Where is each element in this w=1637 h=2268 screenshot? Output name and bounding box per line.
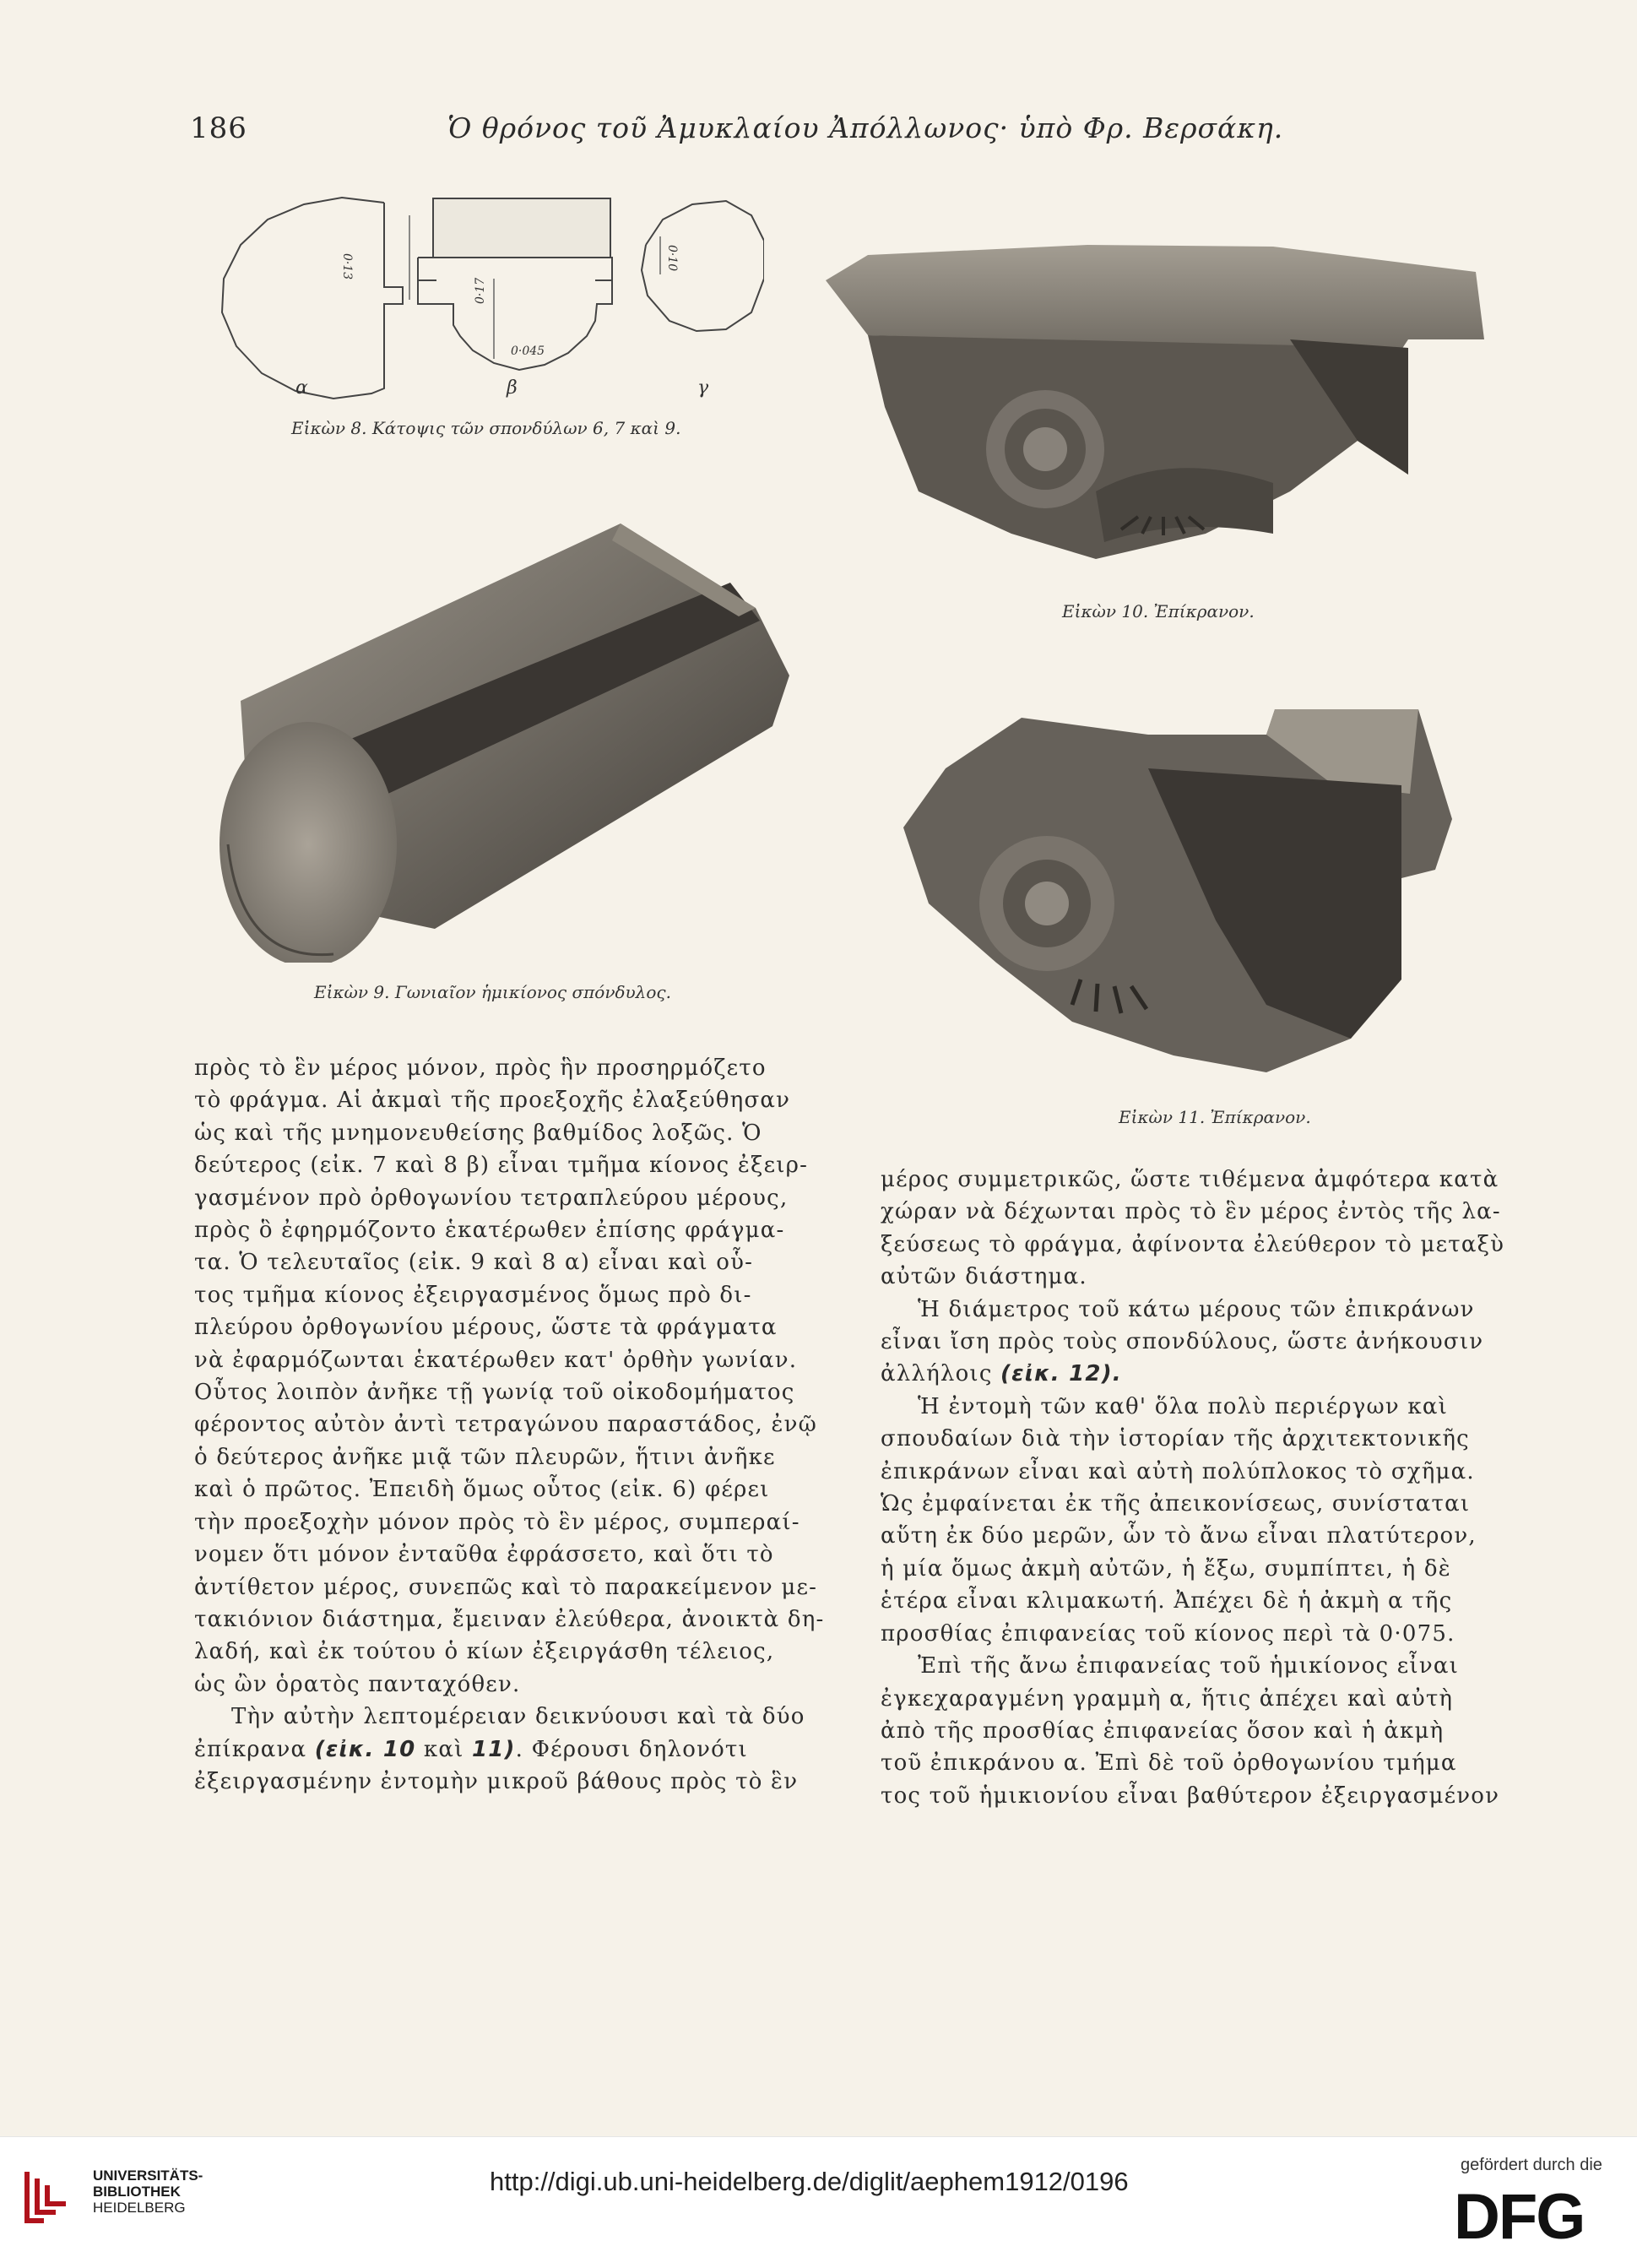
text-line: τος τοῦ ἡμικιονίου εἶναι βαθύτερον ἐξειργασμένον <box>881 1782 1500 1809</box>
text-line: ἐπικράνων εἶναι καὶ αὐτὴ πολύπλοκος τὸ σχῆμα. <box>881 1458 1475 1484</box>
text-line: Ἡ ἐντομὴ τῶν καθ' ὅλα πολὺ περιέργων καὶ <box>918 1393 1448 1419</box>
text-line: γασμένον πρὸ ὀρθογωνίου τετραπλεύρου μέρους, <box>194 1185 789 1211</box>
right-column-text <box>881 1164 1522 1812</box>
text-line: ἐξειργασμένην ἐντομὴν μικροῦ βάθους πρὸς τὸ ἓν <box>194 1768 799 1794</box>
text-line: νὰ ἐφαρμόζωνται ἑκατέρωθεν κατ' ὀρθὴν γωνίαν. <box>194 1347 798 1373</box>
text-line: νομεν ὅτι μόνον ἐνταῦθα ἐφράσσετο, καὶ ὅτι τὸ <box>194 1542 774 1568</box>
text-line: ἀπὸ τῆς προσθίας ἐπιφανείας ὅσον καὶ ἡ ἀκμὴ <box>881 1717 1445 1744</box>
university-library-name <box>93 2168 203 2216</box>
fig8-label-gamma: γ <box>697 377 709 399</box>
page-number: 186 <box>190 111 247 145</box>
text-line: εἶναι ἴση πρὸς τοὺς σπονδύλους, ὥστε ἀνήκουσιν <box>881 1329 1484 1355</box>
library-line: BIBLIOTHEK <box>93 2184 181 2200</box>
text-line: πρὸς τὸ ἓν μέρος μόνον, πρὸς ἣν προσηρμόζετο <box>194 1055 767 1081</box>
library-line: UNIVERSITÄTS- <box>93 2168 203 2184</box>
text-line <box>194 1734 827 1766</box>
text-line: τακιόνιον διάστημα, ἔμειναν ἐλεύθερα, ἀνοικτὰ δη- <box>194 1606 825 1632</box>
dimension-gamma: 0·10 <box>665 245 679 272</box>
dfg-logo: DFG <box>1454 2181 1585 2253</box>
text-line: ξεύσεως τὸ φράγμα, ἀφίνοντα ἐλεύθερον τὸ μεταξὺ <box>881 1231 1505 1257</box>
text-line: σπουδαίων διὰ τὴν ἱστορίαν τῆς ἀρχιτεκτονικῆς <box>881 1426 1470 1452</box>
figure-reference: (εἰκ. 10 <box>314 1736 416 1762</box>
text-line: ἀντίθετον μέρος, συνεπῶς καὶ τὸ παρακείμενον με- <box>194 1574 818 1600</box>
text-line: ὁ δεύτερος ἀνῆκε μιᾷ τῶν πλευρῶν, ἥτινι ἀνῆκε <box>194 1444 776 1470</box>
text-line: φέροντος αὐτὸν ἀντὶ τετραγώνου παραστάδος, ἐνῷ <box>194 1412 818 1438</box>
text-line: ἑτέρα εἶναι κλιμακωτή. Ἀπέχει δὲ ἡ ἀκμὴ α τῆς <box>881 1588 1453 1614</box>
text-fragment: . Φέρουσι δηλονότι <box>515 1736 748 1762</box>
text-fragment: ἐπίκρανα <box>194 1736 315 1762</box>
text-line: ἐγκεχαραγμένη γραμμὴ α, ἥτις ἀπέχει καὶ αὐτὴ <box>881 1685 1454 1712</box>
text-line: πρὸς ὃ ἐφηρμόζοντο ἑκατέρωθεν ἐπίσης φράγμα- <box>194 1218 785 1244</box>
text-line: καὶ ὁ πρῶτος. Ἐπειδὴ ὅμως οὗτος (εἰκ. 6) φέρει <box>194 1477 770 1503</box>
text-line: τος τμῆμα κίονος ἐξειργασμένος ὅμως πρὸ δι- <box>194 1282 752 1308</box>
plan-beta-top <box>433 198 610 258</box>
figure-9-column-drum-photo <box>215 507 806 963</box>
dimension-beta-width: 0·045 <box>511 345 545 358</box>
running-title: Ὁ θρόνος τοῦ Ἀμυκλαίου Ἀπόλλωνος· ὑπὸ Φρ. Βερσάκη. <box>447 111 1284 144</box>
text-line: χώραν νὰ δέχωνται πρὸς τὸ ἓν μέρος ἐντὸς τῆς λα- <box>881 1199 1501 1225</box>
text-line: τὴν προεξοχὴν μόνον πρὸς τὸ ἓν μέρος, συμπεραί- <box>194 1509 800 1535</box>
text-line: Ἡ διάμετρος τοῦ κάτω μέρους τῶν ἐπικράνων <box>918 1296 1475 1322</box>
funded-by-label: gefördert durch die <box>1461 2156 1602 2174</box>
text-line: τα. Ὁ τελευταῖος (εἰκ. 9 καὶ 8 α) εἶναι καὶ οὗ- <box>194 1250 754 1276</box>
figure-10-capital-photo <box>817 238 1510 576</box>
text-line: λαδή, καὶ ἐκ τούτου ὁ κίων ἐξειργάσθη τέλειος, <box>194 1639 775 1665</box>
text-line: προσθίας ἐπιφανείας τοῦ κίονος περὶ τὰ 0·075. <box>881 1620 1455 1647</box>
text-line: Τὴν αὐτὴν λεπτομέρειαν δεικνύουσι καὶ τὰ δύο <box>231 1704 805 1730</box>
university-library-logo-icon <box>19 2163 84 2229</box>
text-line: αὕτη ἐκ δύο μερῶν, ὧν τὸ ἄνω εἶναι πλατύτερον, <box>881 1523 1477 1549</box>
text-line: πλεύρου ὀρθογωνίου μέρους, ὥστε τὰ φράγματα <box>194 1315 778 1341</box>
text-line: τὸ φράγμα. Αἱ ἀκμαὶ τῆς προεξοχῆς ἐλαξεύθησαν <box>194 1088 791 1114</box>
figure-11-capital-photo <box>895 701 1503 1089</box>
dimension-alpha: 0·13 <box>340 253 354 280</box>
figure-reference: (εἰκ. 12). <box>1000 1361 1122 1387</box>
fig8-label-alpha: α <box>295 377 308 399</box>
library-line: HEIDELBERG <box>93 2200 186 2216</box>
text-line: τοῦ ἐπικράνου α. Ἐπὶ δὲ τοῦ ὀρθογωνίου τμήμα <box>881 1750 1457 1777</box>
text-line: μέρος συμμετρικῶς, ὥστε τιθέμενα ἀμφότερα κατὰ <box>881 1167 1499 1192</box>
text-line: ἡ μία ὅμως ἀκμὴ αὐτῶν, ἡ ἔξω, συμπίπτει, ἡ δὲ <box>881 1555 1451 1582</box>
text-line <box>881 1358 1522 1390</box>
figure-8-caption: Εἰκὼν 8. Κάτοψις τῶν σπονδύλων 6, 7 καὶ 9. <box>291 418 681 438</box>
text-line: ὡς ὢν ὁρατὸς πανταχόθεν. <box>194 1671 521 1697</box>
plan-alpha-outline <box>222 198 403 399</box>
text-line: Οὗτος λοιπὸν ἀνῆκε τῇ γωνίᾳ τοῦ οἰκοδομήματος <box>194 1380 795 1406</box>
footer-bar <box>0 2136 1637 2268</box>
text-line: Ἐπὶ τῆς ἄνω ἐπιφανείας τοῦ ἡμικίονος εἶναι <box>918 1653 1459 1679</box>
dimension-beta-height: 0·17 <box>474 277 487 304</box>
figure-10-caption: Εἰκὼν 10. Ἐπίκρανον. <box>1062 601 1255 621</box>
fig8-label-beta: β <box>507 377 518 399</box>
text-line: Ὡς ἐμφαίνεται ἐκ τῆς ἀπεικονίσεως, συνίσταται <box>881 1491 1471 1517</box>
text-line: ὡς καὶ τῆς μνημονευθείσης βαθμίδος λοξῶς. Ὁ <box>194 1120 762 1146</box>
left-column-text <box>194 1052 827 1798</box>
text-line: δεύτερος (εἰκ. 7 καὶ 8 β) εἶναι τμῆμα κίονος ἐξειρ- <box>194 1153 809 1179</box>
figure-11-caption: Εἰκὼν 11. Ἐπίκρανον. <box>1119 1107 1311 1127</box>
source-url-link[interactable]: http://digi.ub.uni-heidelberg.de/diglit/aephem1912/0196 <box>490 2167 1129 2196</box>
figure-reference: 11) <box>471 1736 516 1762</box>
text-fragment: καὶ <box>415 1736 472 1762</box>
text-fragment: ἀλλήλοις <box>881 1361 1001 1387</box>
text-line: αὐτῶν διάστημα. <box>881 1264 1087 1290</box>
figure-9-caption: Εἰκὼν 9. Γωνιαῖον ἡμικίονος σπόνδυλος. <box>314 982 671 1002</box>
